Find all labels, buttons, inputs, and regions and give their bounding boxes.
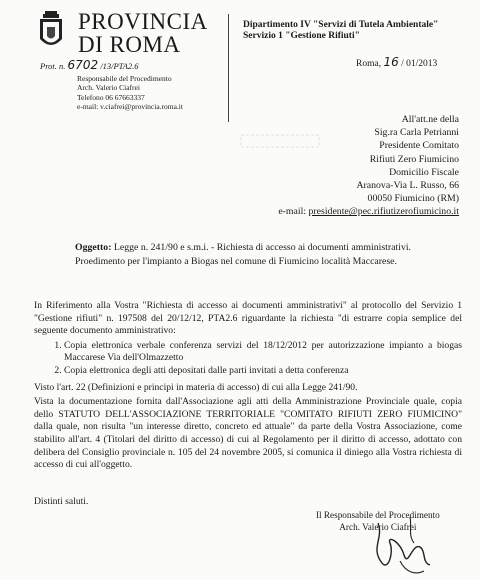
responsible-line2: Arch. Valerio Ciafrei — [77, 83, 140, 93]
department-line2: Servizio 1 "Gestione Rifiuti" — [243, 31, 360, 41]
provincia-line1: PROVINCIA — [78, 9, 208, 34]
signature-line1: Il Responsabile del Procedimento — [316, 510, 440, 520]
protocol-number: 6702 — [67, 58, 99, 72]
greeting: Distinti saluti. — [34, 496, 89, 507]
body-paragraph-1: In Riferimento alla Vostra "Richiesta di accesso ai documenti amministrativi" al protocollo del Servizio 1 "Gestione rifiuti" n. 197508 del 20/12/12, PTA2.6 riguardante la richiesta "di estrarre copia semplice del seguente documento amministrativo: — [34, 300, 462, 337]
recipient-line2: Sig.ra Carla Petrianni — [374, 127, 459, 139]
handwritten-signature — [360, 513, 450, 578]
responsible-block — [77, 74, 183, 112]
letter-body — [34, 300, 462, 474]
protocol-suffix: /13/PTA2.6 — [100, 61, 139, 71]
responsible-email-link[interactable]: v.ciafrei@provincia.roma.it — [100, 102, 183, 112]
date-day-handwritten: 16 — [383, 55, 399, 69]
body-paragraph-2: Visto l'art. 22 (Definizioni e principi in materia di accesso) di cui alla Legge 241/90. — [34, 381, 358, 393]
signature-line2: Arch. Valerio Ciafrei — [339, 522, 417, 532]
responsible-email-row — [77, 102, 183, 111]
subject-text1: Legge n. 241/90 e s.m.i. - Richiesta di accesso ai documenti amministrativi. — [113, 242, 412, 253]
provincia-crest-logo — [36, 9, 66, 53]
subject-text2: Proedimento per l'impianto a Biogas nel comune di Fiumicino località Maccarese. — [75, 255, 397, 267]
recipient-line7: 00050 Fiumicino (RM) — [367, 193, 459, 205]
protocol-line — [40, 58, 139, 72]
body-paragraph-3: Vista la documentazione fornita dall'Associazione agli atti della Amministrazione Provinciale quale, copia dello STATUTO DELL'ASSOCIAZIONE TERRITORIALE "COMITATO RIFIUTI ZERO FIUMICINO" dalla quale, non risulta "un interesse diretto, concreto ed attuale" da parte della Vostra Associazione, come stabilito all'art. 4 (Titolari del diritto di accesso) di cui al Regolamento per il diritto di accesso, adottato con delibera del Consiglio provinciale n. 105 del 24 novembre 2005, si comunica il diniego alla Vostra richiesta di accesso di cui all'oggetto. — [34, 396, 462, 471]
requested-documents-list — [34, 340, 462, 378]
subject-line1 — [75, 241, 460, 255]
responsible-line1: Responsabile del Procedimento — [77, 74, 172, 83]
recipient-line1: All'att.ne della — [401, 114, 459, 125]
department-line1: Dipartimento IV "Servizi di Tutela Ambientale" — [243, 20, 439, 30]
provincia-name — [78, 10, 208, 56]
list-item-2: 2. Copia elettronica degli atti depositati dalle parti invitati a detta conferenza — [64, 365, 462, 378]
recipient-line5: Domicilio Fiscale — [389, 166, 459, 178]
recipient-line3: Presidente Comitato — [379, 140, 459, 152]
recipient-email-label: e-mail: — [278, 206, 307, 218]
responsible-email-label: e-mail: — [77, 102, 99, 112]
date-rest: / 01/2013 — [401, 59, 438, 69]
recipient-address — [229, 113, 459, 219]
department-block — [243, 20, 438, 42]
place-date — [356, 55, 437, 69]
subject-block — [75, 241, 460, 268]
responsible-phone: Telefono 06 67663337 — [77, 92, 145, 102]
subject-label: Oggetto: — [75, 242, 112, 253]
recipient-line4: Rifiuti Zero Fiumicino — [369, 153, 459, 165]
recipient-email-row — [229, 205, 459, 218]
provincia-line2: DI ROMA — [78, 32, 181, 57]
place: Roma, — [356, 59, 382, 69]
protocol-label: Prot. n. — [40, 61, 66, 71]
header-divider — [228, 14, 229, 122]
recipient-email-link[interactable]: presidente@pec.rifiutizerofiumicino.it — [308, 206, 459, 218]
recipient-line6: Aranova-Via L. Russo, 66 — [356, 180, 459, 192]
list-item-1: 1. Copia elettronica verbale conferenza servizi del 18/12/2012 per autorizzazione impianto a biogas Maccarese Via dell'Olmazzetto — [64, 340, 462, 365]
